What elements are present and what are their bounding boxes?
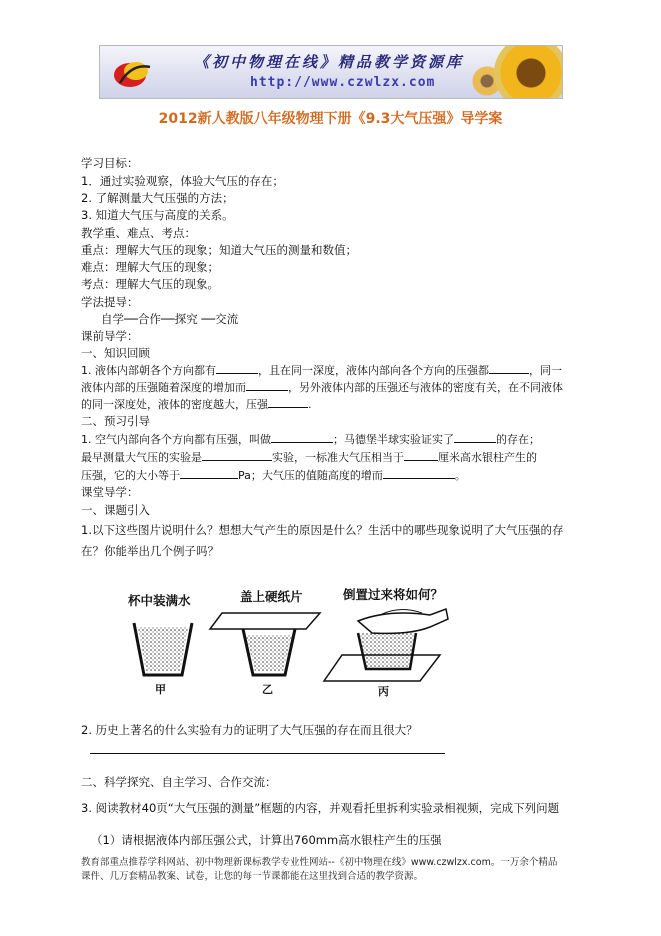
key-point-text: 重点：理解大气压的现象；知道大气压的测量和数值； xyxy=(81,243,357,257)
section-heading: 学法提导： xyxy=(81,295,139,309)
objective-item: 1．通过实验观察，体验大气压的存在； xyxy=(81,174,284,188)
question-text: 在？你能举出几个例子吗？ xyxy=(81,544,219,558)
site-logo-icon xyxy=(110,53,158,93)
banner-url[interactable]: http://www.czwlzx.com xyxy=(250,75,436,90)
fill-blank[interactable] xyxy=(180,467,238,479)
figure-label-a: 甲 xyxy=(155,683,166,696)
fill-blank[interactable] xyxy=(489,362,529,374)
objective-item: 2. 了解测量大气压强的方法； xyxy=(81,191,234,205)
fill-blank[interactable] xyxy=(246,379,288,391)
banner-title: 《初中物理在线》精品教学资源库 xyxy=(194,53,465,71)
question-text: 1.以下这些图片说明什么？想想大气产生的原因是什么？生活中的哪些现象说明了大气压强的存 xyxy=(81,523,564,537)
figure-label-c: 丙 xyxy=(378,685,389,698)
review-question-line: 1. 液体内部朝各个方向都有 ，且在同一深度，液体内部向各个方向的压强都 ，同一 xyxy=(81,364,562,377)
section-heading: 学习目标： xyxy=(81,156,139,170)
fill-blank[interactable] xyxy=(268,396,308,408)
preview-question-line: 最早测量大气压的实验是 实验，一标准大气压相当于 厘米高水银柱产生的 xyxy=(81,451,537,464)
method-text: 自学──合作──探究 ──交流 xyxy=(101,312,239,326)
fill-blank[interactable] xyxy=(454,431,496,443)
review-question-line: 的同一深度处，液体的密度越大，压强 . xyxy=(81,398,312,411)
preview-question-line: 1. 空气内部向各个方向都有压强，叫做 ；马德堡半球实验证实了 的存在； xyxy=(81,433,540,446)
preview-question-line: 压强，它的大小等于 Pa；大气压的值随高度的增而 。 xyxy=(81,469,466,482)
section-heading: 课前导学： xyxy=(81,329,139,343)
fill-blank[interactable] xyxy=(202,449,272,461)
fill-blank[interactable] xyxy=(383,467,455,479)
subsection-heading: 一、课题引入 xyxy=(81,503,150,517)
figure-caption-a: 杯中装满水 xyxy=(128,593,191,608)
section-heading: 教学重、难点、考点： xyxy=(81,226,196,240)
review-question-line: 液体内部的压强随着深度的增加而 ，另外液体内部的压强还与液体的密度有关，在不同液体 xyxy=(81,381,563,394)
sunflower-decoration xyxy=(494,45,563,99)
figure-caption-b: 盖上硬纸片 xyxy=(240,589,303,604)
footer-line: 教育部重点推荐学科网站、初中物理新课标教学专业性网站--《初中物理在线》www.czwlzx.com。一万余个精品 xyxy=(81,857,558,868)
section-heading: 课堂导学： xyxy=(81,485,139,499)
exam-point-text: 考点：理解大气压的现象。 xyxy=(81,277,219,291)
objective-item: 3. 知道大气压与高度的关系。 xyxy=(81,208,234,222)
experiment-figure xyxy=(110,585,460,700)
header-banner xyxy=(99,45,563,99)
question-text: 2. 历史上著名的什么实验有力的证明了大气压强的存在而且很大？ xyxy=(81,723,418,737)
figure-caption-c: 倒置过来将如何？ xyxy=(343,587,444,602)
question-text: （1）请根据液体内部压强公式，计算出760mm高水银柱产生的压强 xyxy=(91,833,442,847)
answer-line[interactable] xyxy=(90,753,445,754)
fill-blank[interactable] xyxy=(271,431,333,443)
page-footer xyxy=(81,856,601,884)
document-title: 2012新人教版八年级物理下册《9.3大气压强》导学案 xyxy=(158,111,503,127)
section-heading: 二、科学探究、自主学习、合作交流： xyxy=(81,775,277,789)
difficulty-text: 难点：理解大气压的现象； xyxy=(81,260,219,274)
subsection-heading: 一、知识回顾 xyxy=(81,346,150,360)
question-text: 3. 阅读教材40页“大气压强的测量”框题的内容，并观看托里拆利实验录相视频，完成下列问题 xyxy=(81,801,560,815)
figure-label-b: 乙 xyxy=(262,683,273,696)
fill-blank[interactable] xyxy=(404,449,438,461)
fill-blank[interactable] xyxy=(216,362,258,374)
subsection-heading: 二、预习引导 xyxy=(81,414,150,428)
footer-line: 课件、几万套精品教案、试卷，让您的每一节课都能在这里找到合适的教学资源。 xyxy=(81,871,424,882)
